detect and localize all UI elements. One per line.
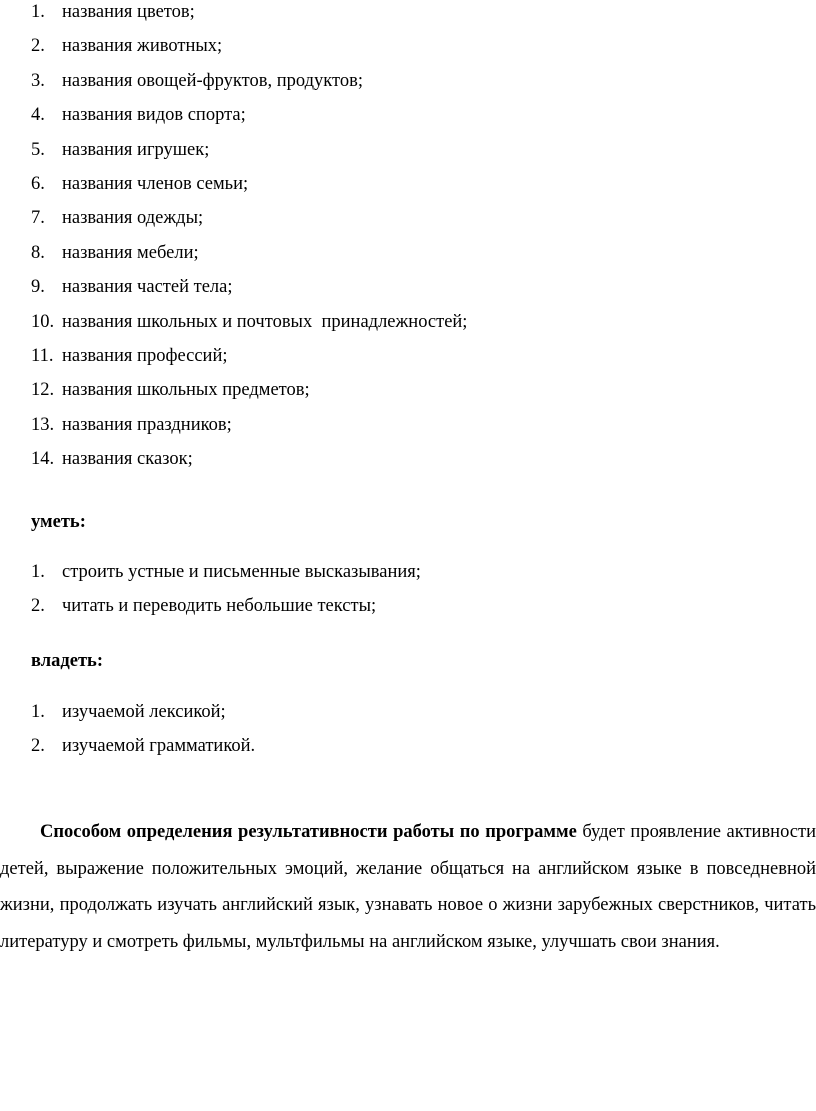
list-item-number: 1.	[31, 702, 45, 722]
list-item-text: названия членов семьи;	[62, 173, 249, 194]
list-item-number: 2.	[31, 36, 45, 57]
list-item-number: 14.	[31, 449, 55, 470]
list-item	[31, 241, 467, 275]
list-item-number: 4.	[31, 105, 45, 126]
conclusion-paragraph	[0, 814, 816, 960]
list-item-text: строить устные и письменные высказывания;	[62, 562, 421, 582]
list-item	[31, 560, 421, 594]
knowledge-list	[31, 0, 467, 481]
mastery-list	[31, 700, 255, 769]
skills-list	[31, 560, 421, 629]
list-item-number: 13.	[31, 414, 55, 435]
list-item-text: названия животных;	[62, 36, 223, 57]
list-item-text: названия игрушек;	[62, 139, 210, 160]
list-item-text: названия школьных предметов;	[62, 380, 310, 401]
list-item-text: названия частей тела;	[62, 277, 233, 298]
list-item	[31, 275, 467, 309]
list-item-text: названия праздников;	[62, 414, 232, 435]
list-item-text: названия мебели;	[62, 242, 199, 263]
list-item	[31, 206, 467, 240]
list-item	[31, 103, 467, 137]
list-item-number: 11.	[31, 345, 54, 366]
list-item	[31, 734, 255, 768]
list-item-number: 2.	[31, 596, 45, 617]
list-item	[31, 138, 467, 172]
list-item	[31, 310, 467, 344]
list-item	[31, 172, 467, 206]
list-item	[31, 344, 467, 378]
list-item-number: 8.	[31, 242, 45, 263]
mastery-heading: владеть:	[31, 651, 103, 671]
skills-heading: уметь:	[31, 512, 86, 532]
list-item-text: названия видов спорта;	[62, 105, 246, 126]
list-item-text: читать и переводить небольшие тексты;	[62, 596, 377, 617]
list-item-number: 1.	[31, 562, 45, 582]
list-item-text: названия овощей-фруктов, продуктов;	[62, 70, 363, 91]
list-item	[31, 378, 467, 412]
list-item-text: названия школьных и почтовых принадлежностей;	[62, 311, 468, 332]
list-item-text: изучаемой грамматикой.	[62, 736, 256, 757]
conclusion-bold-lead: Способом определения результативности работы по программе	[40, 822, 577, 842]
list-item-text: названия сказок;	[62, 449, 193, 470]
list-item	[31, 69, 467, 103]
list-item-number: 10.	[31, 311, 55, 332]
list-item-number: 12.	[31, 380, 55, 401]
list-item	[31, 594, 421, 628]
list-item	[31, 0, 467, 34]
list-item-text: изучаемой лексикой;	[62, 702, 226, 722]
list-item-number: 5.	[31, 139, 45, 160]
conclusion-text: будет проявление активности детей, выражение положительных эмоций, желание общаться на английском языке в повседневной жизни, продолжать изучать английский язык, узнавать новое о жизни зарубежных сверстников, читать литературу и смотреть фильмы, мультфильмы на английском языке, улучшать свои знания.	[0, 822, 816, 952]
list-item-number: 2.	[31, 736, 45, 757]
list-item	[31, 700, 255, 734]
list-item	[31, 34, 467, 68]
list-item-number: 7.	[31, 208, 45, 229]
list-item-number: 9.	[31, 277, 45, 298]
list-item-text: названия одежды;	[62, 208, 204, 229]
list-item-number: 6.	[31, 173, 45, 194]
list-item	[31, 413, 467, 447]
list-item-number: 3.	[31, 70, 45, 91]
list-item-text: названия профессий;	[62, 345, 228, 366]
list-item	[31, 447, 467, 481]
list-item-text: названия цветов;	[62, 2, 195, 22]
list-item-number: 1.	[31, 2, 45, 22]
